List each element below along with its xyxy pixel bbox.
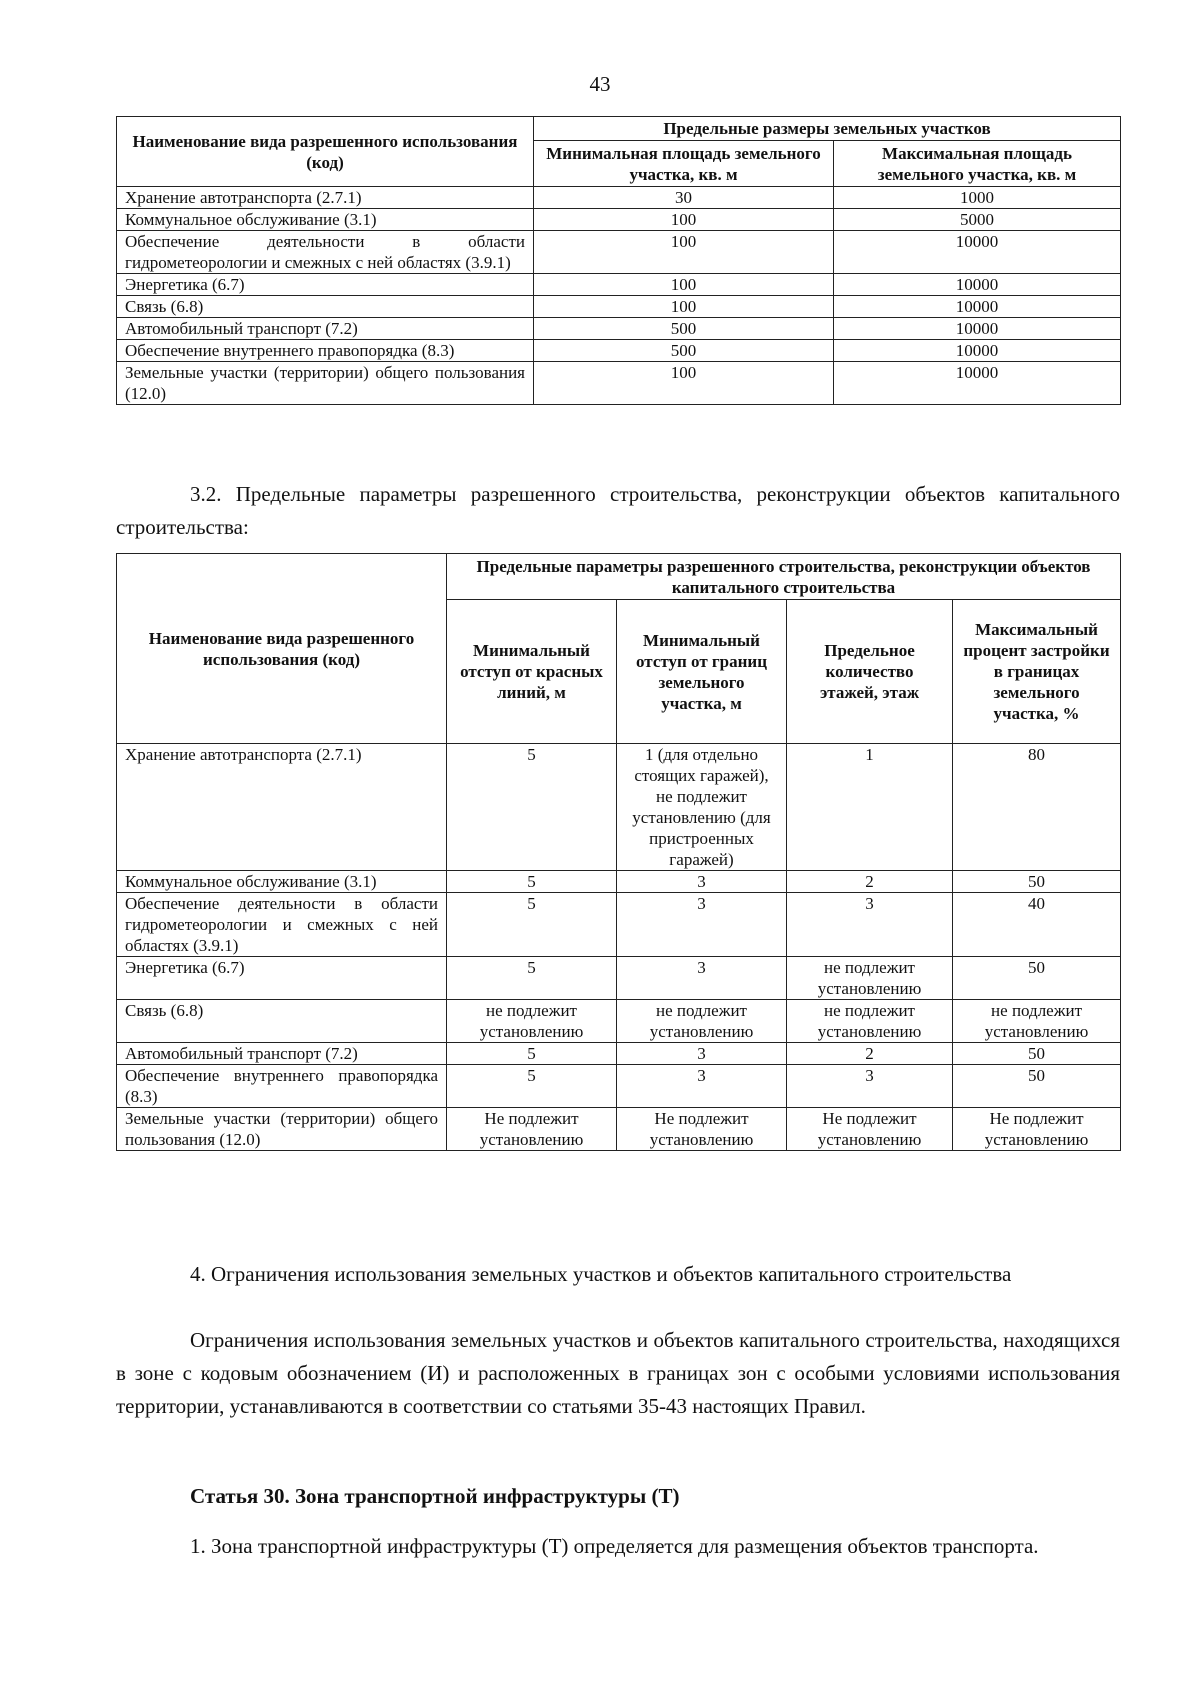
- section-4-paragraph: Ограничения использования земельных участков и объектов капитального строительства, находящихся в зоне с кодовым обозначением (И) и расположенных в границах зон с особыми условиями использования территории, устанавливаются в соответствии со статьями 35-43 настоящих Правил.: [116, 1328, 1120, 1418]
- table2-cell-percent: 50: [953, 957, 1121, 1000]
- table2-cell-name: Автомобильный транспорт (7.2): [117, 1043, 447, 1065]
- page-number: 43: [589, 72, 611, 96]
- table2-cell-floors: 2: [787, 1043, 953, 1065]
- table2-name-header: Наименование вида разрешенного использования (код): [117, 554, 447, 744]
- table2-cell-percent: 50: [953, 1043, 1121, 1065]
- table2-percent-header: Максимальный процент застройки в границах земельного участка, %: [953, 600, 1121, 744]
- table2-cell-red: 5: [447, 744, 617, 871]
- table2-cell-floors: 3: [787, 1065, 953, 1108]
- table1-cell-name: Обеспечение деятельности в области гидрометеорологии и смежных с ней областях (3.9.1): [117, 231, 534, 274]
- table2-cell-red: не подлежит установлению: [447, 1000, 617, 1043]
- table1-cell-min: 500: [534, 318, 834, 340]
- table-row: [117, 340, 1121, 362]
- table2-cell-percent: не подлежит установлению: [953, 1000, 1121, 1043]
- table2-cell-border: 3: [617, 1043, 787, 1065]
- article-30-paragraph-1: 1. Зона транспортной инфраструктуры (Т) определяется для размещения объектов транспорта.: [190, 1534, 1039, 1558]
- table2-cell-red: Не подлежит установлению: [447, 1108, 617, 1151]
- section-3-2-paragraph: 3.2. Предельные параметры разрешенного строительства, реконструкции объектов капитального строительства:: [116, 482, 1120, 539]
- table2-cell-percent: 80: [953, 744, 1121, 871]
- table2-cell-percent: 50: [953, 871, 1121, 893]
- table2-cell-floors: не подлежит установлению: [787, 957, 953, 1000]
- table2-cell-name: Связь (6.8): [117, 1000, 447, 1043]
- table1-cell-name: Связь (6.8): [117, 296, 534, 318]
- table1-max-header: Максимальная площадь земельного участка, кв. м: [834, 141, 1121, 187]
- table1-cell-max: 10000: [834, 318, 1121, 340]
- table2-cell-border: 3: [617, 957, 787, 1000]
- land-plot-size-table: [116, 116, 1121, 405]
- table-row: [117, 1065, 1121, 1108]
- table1-cell-name: Хранение автотранспорта (2.7.1): [117, 187, 534, 209]
- table2-cell-name: Земельные участки (территории) общего пользования (12.0): [117, 1108, 447, 1151]
- table2-cell-floors: Не подлежит установлению: [787, 1108, 953, 1151]
- table2-cell-name: Энергетика (6.7): [117, 957, 447, 1000]
- table2-cell-border: 3: [617, 893, 787, 957]
- table-row: [117, 231, 1121, 274]
- table2-cell-border: Не подлежит установлению: [617, 1108, 787, 1151]
- table2-group-header: Предельные параметры разрешенного строительства, реконструкции объектов капитального строительства: [447, 554, 1121, 600]
- table1-cell-min: 100: [534, 231, 834, 274]
- table1-cell-min: 100: [534, 209, 834, 231]
- table1-cell-min: 30: [534, 187, 834, 209]
- table2-cell-red: 5: [447, 957, 617, 1000]
- table1-group-header: Предельные размеры земельных участков: [534, 117, 1121, 141]
- table2-cell-name: Обеспечение деятельности в области гидрометеорологии и смежных с ней областях (3.9.1): [117, 893, 447, 957]
- table-row: [117, 871, 1121, 893]
- table2-floors-header: Предельное количество этажей, этаж: [787, 600, 953, 744]
- table-row: [117, 209, 1121, 231]
- table1-cell-min: 100: [534, 362, 834, 405]
- table1-cell-max: 10000: [834, 274, 1121, 296]
- table2-red-lines-header: Минимальный отступ от красных линий, м: [447, 600, 617, 744]
- table-row: [117, 318, 1121, 340]
- table-row: [117, 1000, 1121, 1043]
- table1-cell-max: 10000: [834, 362, 1121, 405]
- table-row: [117, 1108, 1121, 1151]
- table2-cell-percent: 50: [953, 1065, 1121, 1108]
- table1-cell-name: Земельные участки (территории) общего пользования (12.0): [117, 362, 534, 405]
- table2-cell-red: 5: [447, 1043, 617, 1065]
- table2-cell-name: Хранение автотранспорта (2.7.1): [117, 744, 447, 871]
- table1-cell-max: 5000: [834, 209, 1121, 231]
- table2-cell-red: 5: [447, 1065, 617, 1108]
- table-row: [117, 362, 1121, 405]
- table1-cell-name: Коммунальное обслуживание (3.1): [117, 209, 534, 231]
- table-row: [117, 957, 1121, 1000]
- table2-cell-floors: 1: [787, 744, 953, 871]
- table-row: [117, 744, 1121, 871]
- table2-border-header: Минимальный отступ от границ земельного участка, м: [617, 600, 787, 744]
- table1-cell-name: Энергетика (6.7): [117, 274, 534, 296]
- table2-cell-red: 5: [447, 871, 617, 893]
- section-4-title: 4. Ограничения использования земельных участков и объектов капитального строительства: [190, 1262, 1012, 1286]
- table2-cell-percent: 40: [953, 893, 1121, 957]
- table-row: [117, 274, 1121, 296]
- table1-cell-max: 1000: [834, 187, 1121, 209]
- table1-cell-min: 100: [534, 296, 834, 318]
- table-row: [117, 893, 1121, 957]
- table2-cell-floors: 2: [787, 871, 953, 893]
- table1-cell-max: 10000: [834, 296, 1121, 318]
- table2-cell-name: Обеспечение внутреннего правопорядка (8.3): [117, 1065, 447, 1108]
- table2-cell-border: 3: [617, 1065, 787, 1108]
- table1-cell-name: Обеспечение внутреннего правопорядка (8.3): [117, 340, 534, 362]
- table-row: [117, 1043, 1121, 1065]
- article-30-heading: Статья 30. Зона транспортной инфраструктуры (Т): [190, 1484, 680, 1508]
- table2-cell-border: 1 (для отдельно стоящих гаражей), не подлежит установлению (для пристроенных гаражей): [617, 744, 787, 871]
- table2-cell-percent: Не подлежит установлению: [953, 1108, 1121, 1151]
- table-row: [117, 187, 1121, 209]
- table1-cell-min: 100: [534, 274, 834, 296]
- table2-cell-border: 3: [617, 871, 787, 893]
- table1-cell-max: 10000: [834, 340, 1121, 362]
- table2-cell-border: не подлежит установлению: [617, 1000, 787, 1043]
- table-row: [117, 296, 1121, 318]
- table1-cell-max: 10000: [834, 231, 1121, 274]
- table2-cell-red: 5: [447, 893, 617, 957]
- construction-parameters-table: [116, 553, 1121, 1151]
- table1-cell-min: 500: [534, 340, 834, 362]
- table2-cell-floors: не подлежит установлению: [787, 1000, 953, 1043]
- table1-cell-name: Автомобильный транспорт (7.2): [117, 318, 534, 340]
- table1-min-header: Минимальная площадь земельного участка, кв. м: [534, 141, 834, 187]
- table1-name-header: Наименование вида разрешенного использования (код): [117, 117, 534, 187]
- table2-cell-name: Коммунальное обслуживание (3.1): [117, 871, 447, 893]
- table2-cell-floors: 3: [787, 893, 953, 957]
